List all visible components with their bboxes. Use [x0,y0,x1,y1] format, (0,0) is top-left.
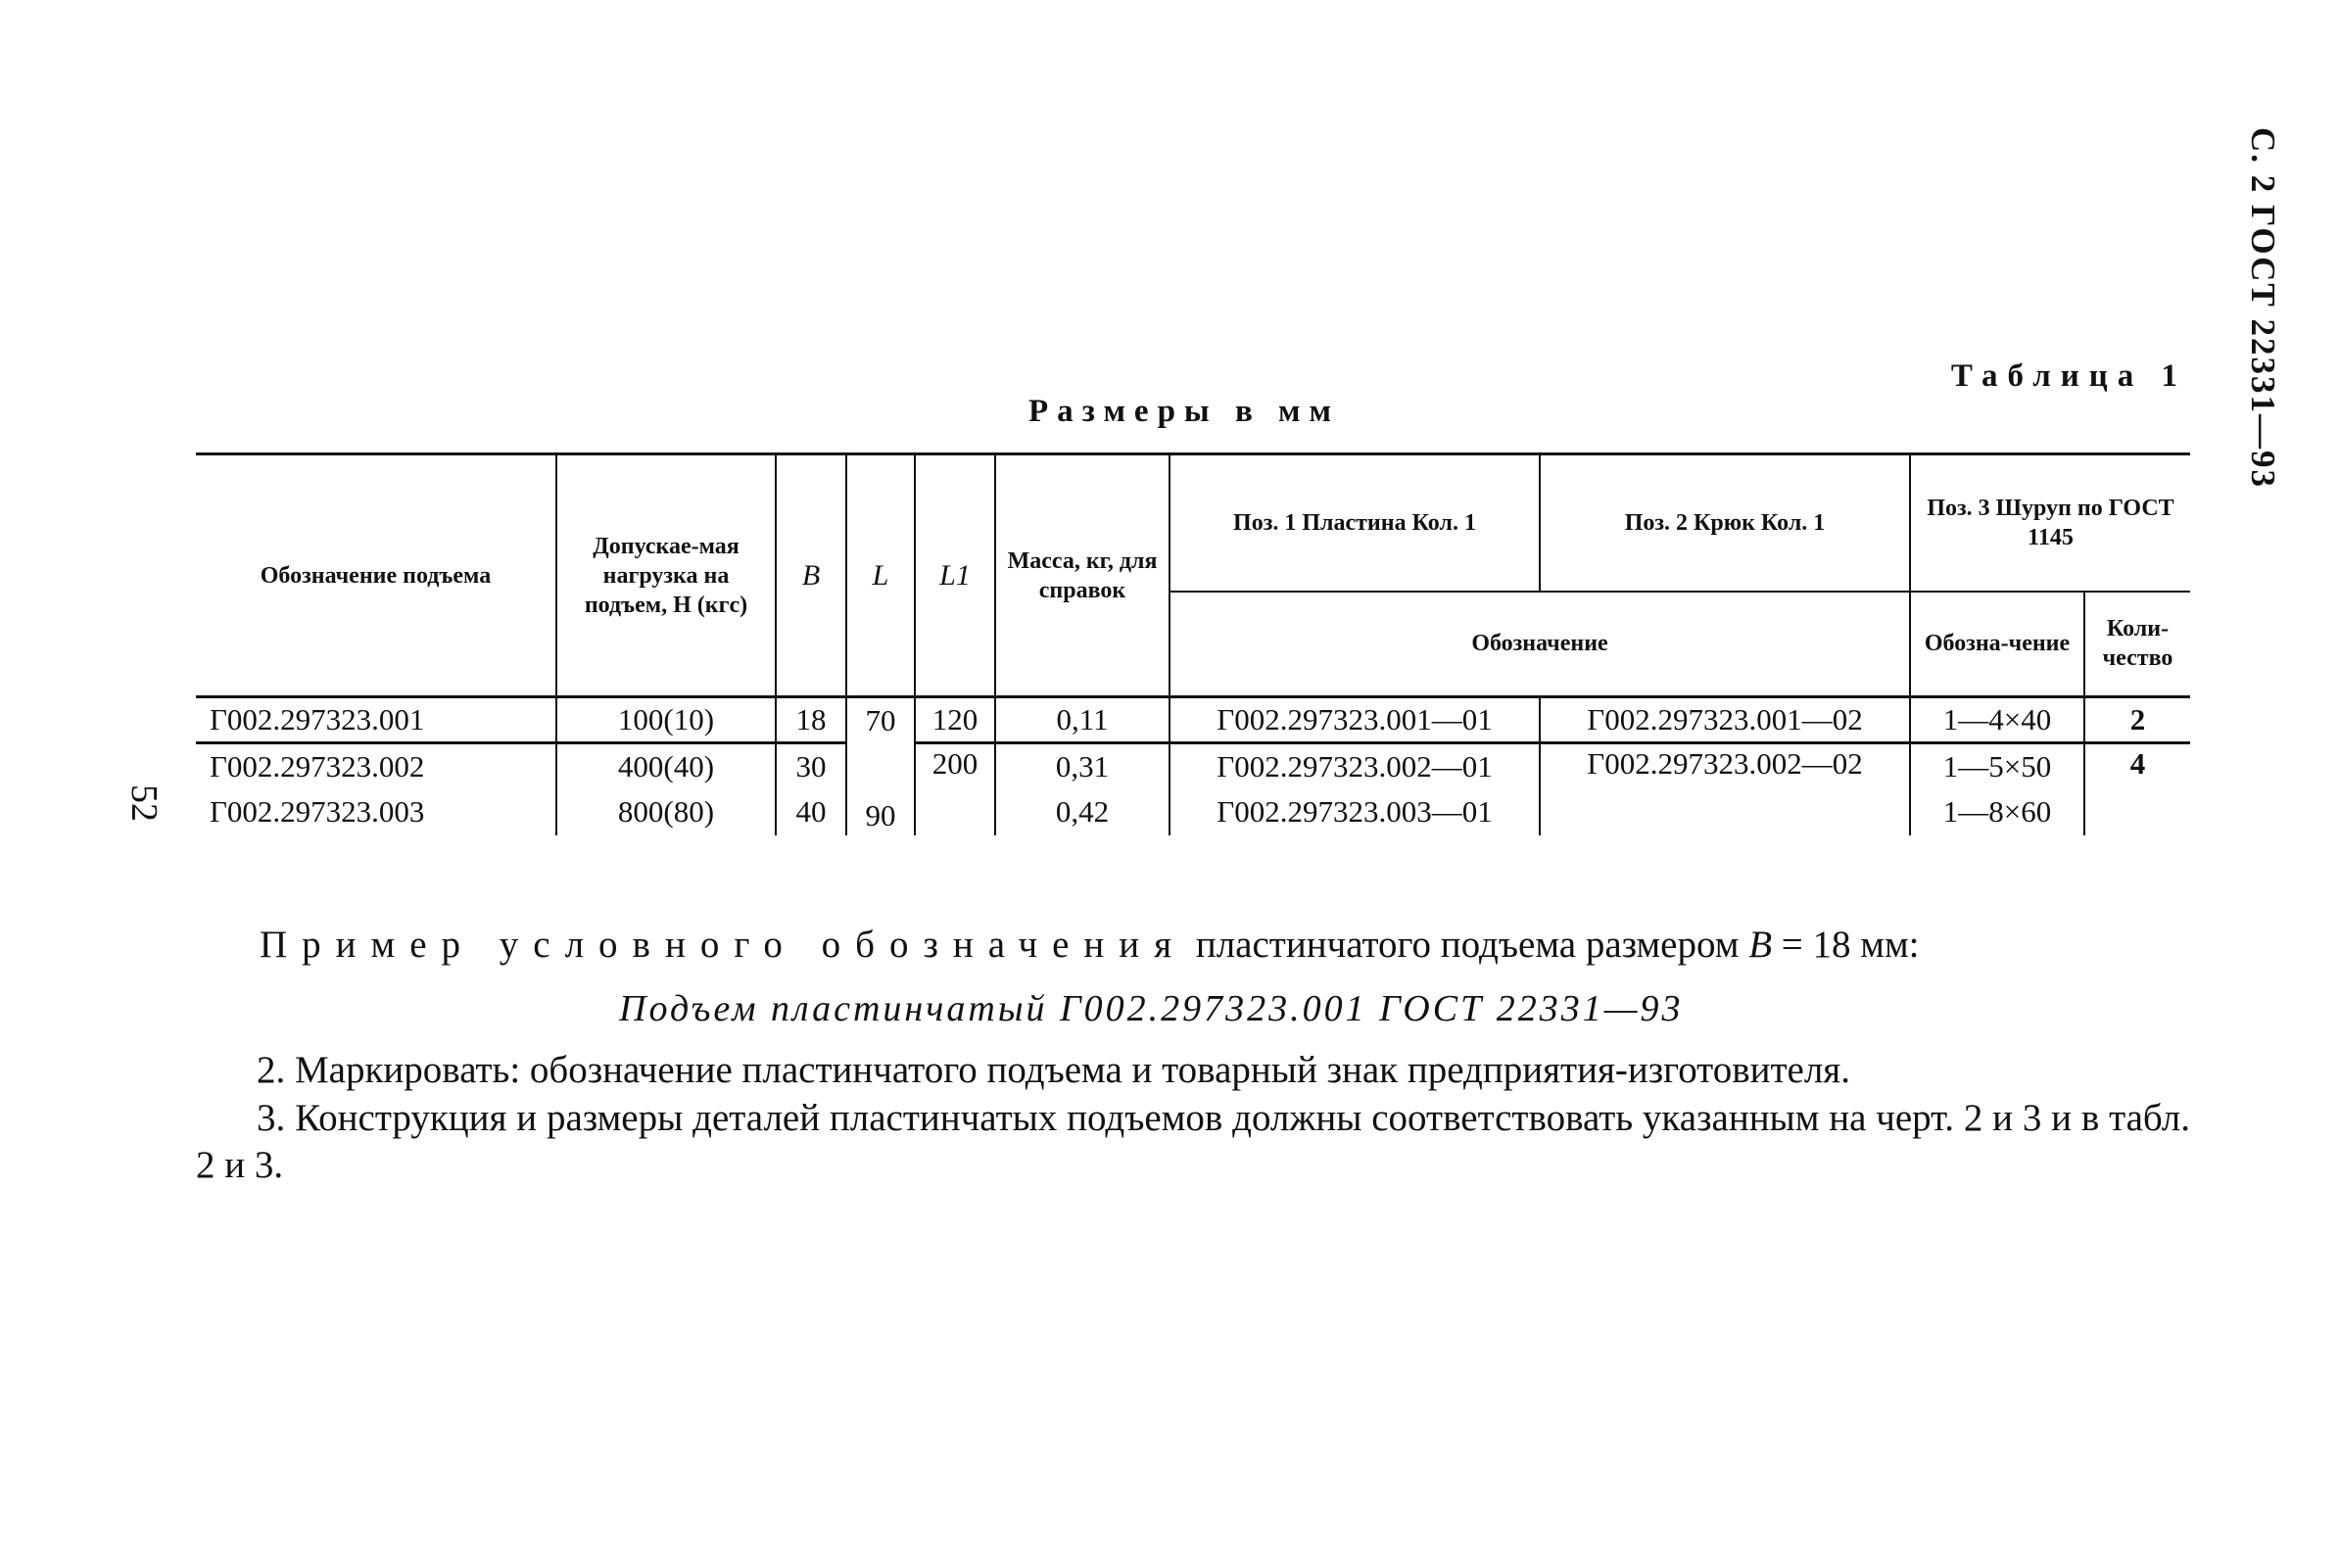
cell-mass: 0,31 [995,743,1170,789]
cell-designation: Г002.297323.003 [196,789,556,835]
col-header-pos3-designation: Обозна-чение [1910,592,2084,697]
cell-l1: 120 [915,697,995,743]
col-header-mass: Масса, кг, для справок [995,454,1170,697]
cell-l-merged: 90 [846,743,915,835]
cell-load: 800(80) [556,789,776,835]
col-header-designation-sub: Обозначение [1170,592,1910,697]
cell-designation: Г002.297323.002 [196,743,556,789]
col-header-pos3-quantity: Коли-чество [2084,592,2190,697]
cell-pos3-designation: 1—5×50 [1910,743,2084,789]
cell-pos1: Г002.297323.002—01 [1170,743,1540,789]
cell-mass: 0,11 [995,697,1170,743]
table-row [196,697,2190,743]
col-header-pos2: Поз. 2 Крюк Кол. 1 [1540,454,1910,592]
col-header-l: L [846,454,915,697]
cell-b: 30 [776,743,846,789]
cell-pos3-designation: 1—4×40 [1910,697,2084,743]
col-header-pos1: Поз. 1 Пластина Кол. 1 [1170,454,1540,592]
col-header-load: Допускае-мая нагрузка на подъем, Н (кгс) [556,454,776,697]
cell-pos1: Г002.297323.003—01 [1170,789,1540,835]
cell-load: 400(40) [556,743,776,789]
cell-pos3-quantity: 2 [2084,697,2190,743]
cell-l: 70 [846,697,915,743]
cell-mass: 0,42 [995,789,1170,835]
cell-load: 100(10) [556,697,776,743]
table-caption: Размеры в мм [1028,394,1340,429]
paragraph-3: 3. Конструкция и размеры деталей пластинчатых подъемов должны соответствовать указанным на черт. 2 и 3 и в табл. 2 и 3. [196,1097,2190,1186]
specification-table [196,452,2190,835]
cell-l1-merged: 200 [915,743,995,835]
col-header-pos3: Поз. 3 Шуруп по ГОСТ 1145 [1910,454,2190,592]
cell-pos3-designation: 1—8×60 [1910,789,2084,835]
example-lead: Пример условного обозначения [260,924,1187,966]
col-header-b: B [776,454,846,697]
cell-pos2-merged: Г002.297323.002—02 [1540,743,1910,835]
running-header: С. 2 ГОСТ 22331—93 [2244,127,2282,489]
example-value: = 18 мм: [1772,924,1920,966]
col-header-l1: L1 [915,454,995,697]
example-variable: B [1748,924,1773,966]
designation-example: Подъем пластинчатый Г002.297323.001 ГОСТ 22331—93 [619,988,1684,1029]
example-designation-intro [260,923,2189,967]
cell-b: 40 [776,789,846,835]
paragraph-2: 2. Маркировать: обозначение пластинчатого подъема и товарный знак предприятия-изготовителя. [257,1049,1850,1091]
cell-pos1: Г002.297323.001—01 [1170,697,1540,743]
cell-designation: Г002.297323.001 [196,697,556,743]
col-header-designation: Обозначение подъема [196,454,556,697]
page-number: 52 [123,784,165,822]
cell-pos2: Г002.297323.001—02 [1540,697,1910,743]
table-label: Таблица 1 [1950,358,2187,394]
table-row [196,743,2190,789]
cell-b: 18 [776,697,846,743]
cell-pos3-quantity-merged: 4 [2084,743,2190,835]
example-rest: пластинчатого подъема размером [1186,924,1749,966]
